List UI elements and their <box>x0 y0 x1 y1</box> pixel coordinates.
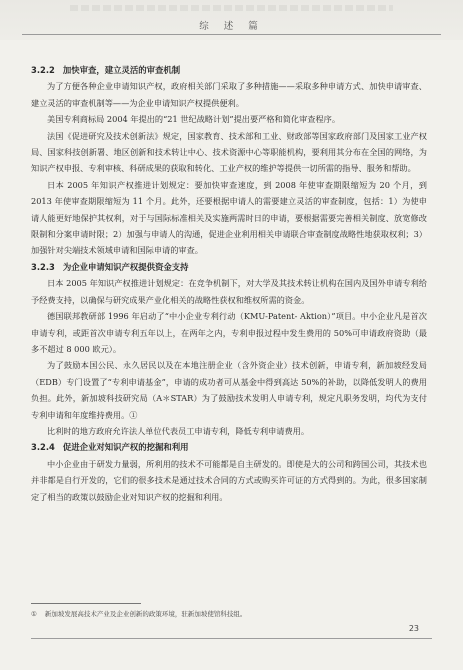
section-title: 加快审查，建立灵活的审查机制 <box>62 65 181 75</box>
section-heading <box>31 259 427 275</box>
footnote-text: 新加坡发展高技术产业及企业创新的政策环境，驻新加坡使馆科技组。 <box>44 610 247 618</box>
section-3-2-4 <box>31 439 427 505</box>
section-number: 3.2.4 <box>31 442 55 453</box>
body-text <box>31 62 427 505</box>
page-number: 23 <box>408 624 419 633</box>
running-header-title: 综 述 篇 <box>199 21 264 32</box>
section-title: 为企业申请知识产权提供资金支持 <box>62 261 189 272</box>
footnote <box>31 610 427 619</box>
paragraph: 法国《促进研究及技术创新法》规定，国家教育、技术部和工业、财政部等国家政府部门及国家工业产权局、国家科技创新署、地区创新和技术转让中心、技术资源中心等职能机构，要利用其分布在全国的网络，为知识产权申报、专利审核、科研成果的获取和转化、工业产权的维护等提供一切所需的指导、服务和帮助。 <box>31 130 427 174</box>
paragraph: 美国专利商标局 2004 年提出的“21 世纪战略计划”提出要严格和简化审查程序。 <box>47 114 341 125</box>
paragraph: 为了方便各种企业申请知识产权，政府相关部门采取了多种措施——采取多种申请方式、加快申请审查、建立灵活的审查机制等——为企业申请知识产权提供便利。 <box>31 81 427 108</box>
section-number: 3.2.3 <box>31 261 55 272</box>
paragraph: 比利时的地方政府允许法人单位代表员工申请专利，降低专利申请费用。 <box>47 425 310 436</box>
footnote-mark: ① <box>31 610 37 618</box>
section-heading <box>31 62 427 78</box>
section-number: 3.2.2 <box>31 65 55 75</box>
paragraph: 日本 2005 年知识产权推进计划规定：要加快审查速度，到 2008 年使审查期限缩短为 20 个月，到 2013 年使审查期限缩短为 11 个月。此外，还要根据申请人的需要建立灵活的审查制度，包括：1）为使申请人能更好地保护其权利，对于与国际标准相关及实施两需时日的申请，要根据需要完善相关制度、放宽修改限制和分案申请时限；2）加强与申请人的沟通，促进企业利用相关申请联合审查制度战略性地获取权利；3）加强针对尖端技术领域申请和国际申请的审查。 <box>31 179 427 256</box>
section-heading <box>31 439 427 455</box>
header-rule <box>22 34 441 35</box>
paragraph: 德国联邦教研部 1996 年启动了“中小企业专利行动（KMU-Patent- Aktion）”项目。中小企业凡是首次申请专利，或距首次申请专利五年以上，在两年之内，专利申报过程中发生费用的 50%可申请政府资助（最多不超过 8 000 欧元）。 <box>31 311 427 354</box>
paragraph: 日本 2005 年知识产权推进计划规定：在竞争机制下，对大学及其技术转让机构在国内及国外申请专利给予经费支持，以确保与研究成果产业化相关的战略性获权和维权所需的资金。 <box>31 278 427 305</box>
section-3-2-2 <box>31 62 427 259</box>
paragraph: 中小企业由于研发力量弱，所利用的技术不可能都是自主研发的。即使是大的公司和跨国公司，其技术也并非都是自行开发的，它们的很多技术是通过技术合同的方式或购买许可证的方式得到的。为此，很多国家制定了相当的政策以鼓励企业对知识产权的挖掘和利用。 <box>31 458 427 502</box>
page-header <box>0 0 463 40</box>
paragraph: 为了鼓励本国公民、永久居民以及在本地注册企业（含外资企业）技术创新，申请专利，新加坡经发局（EDB）专门设置了“专利申请基金”，申请的成功者可从基金中得到高达 50%的补助，以降低发明人的费用负担。此外，新加坡科技研究局（A＊STAR）为了鼓励技术发明人申请专利，规定凡职务发明，均代为支付专利申请和年度维持费用。① <box>31 360 427 420</box>
section-3-2-3 <box>31 259 427 439</box>
footer-rule <box>31 638 432 639</box>
section-title: 促进企业对知识产权的挖掘和利用 <box>62 442 189 453</box>
bleed-through-text <box>70 5 393 11</box>
footnote-rule <box>31 603 141 604</box>
